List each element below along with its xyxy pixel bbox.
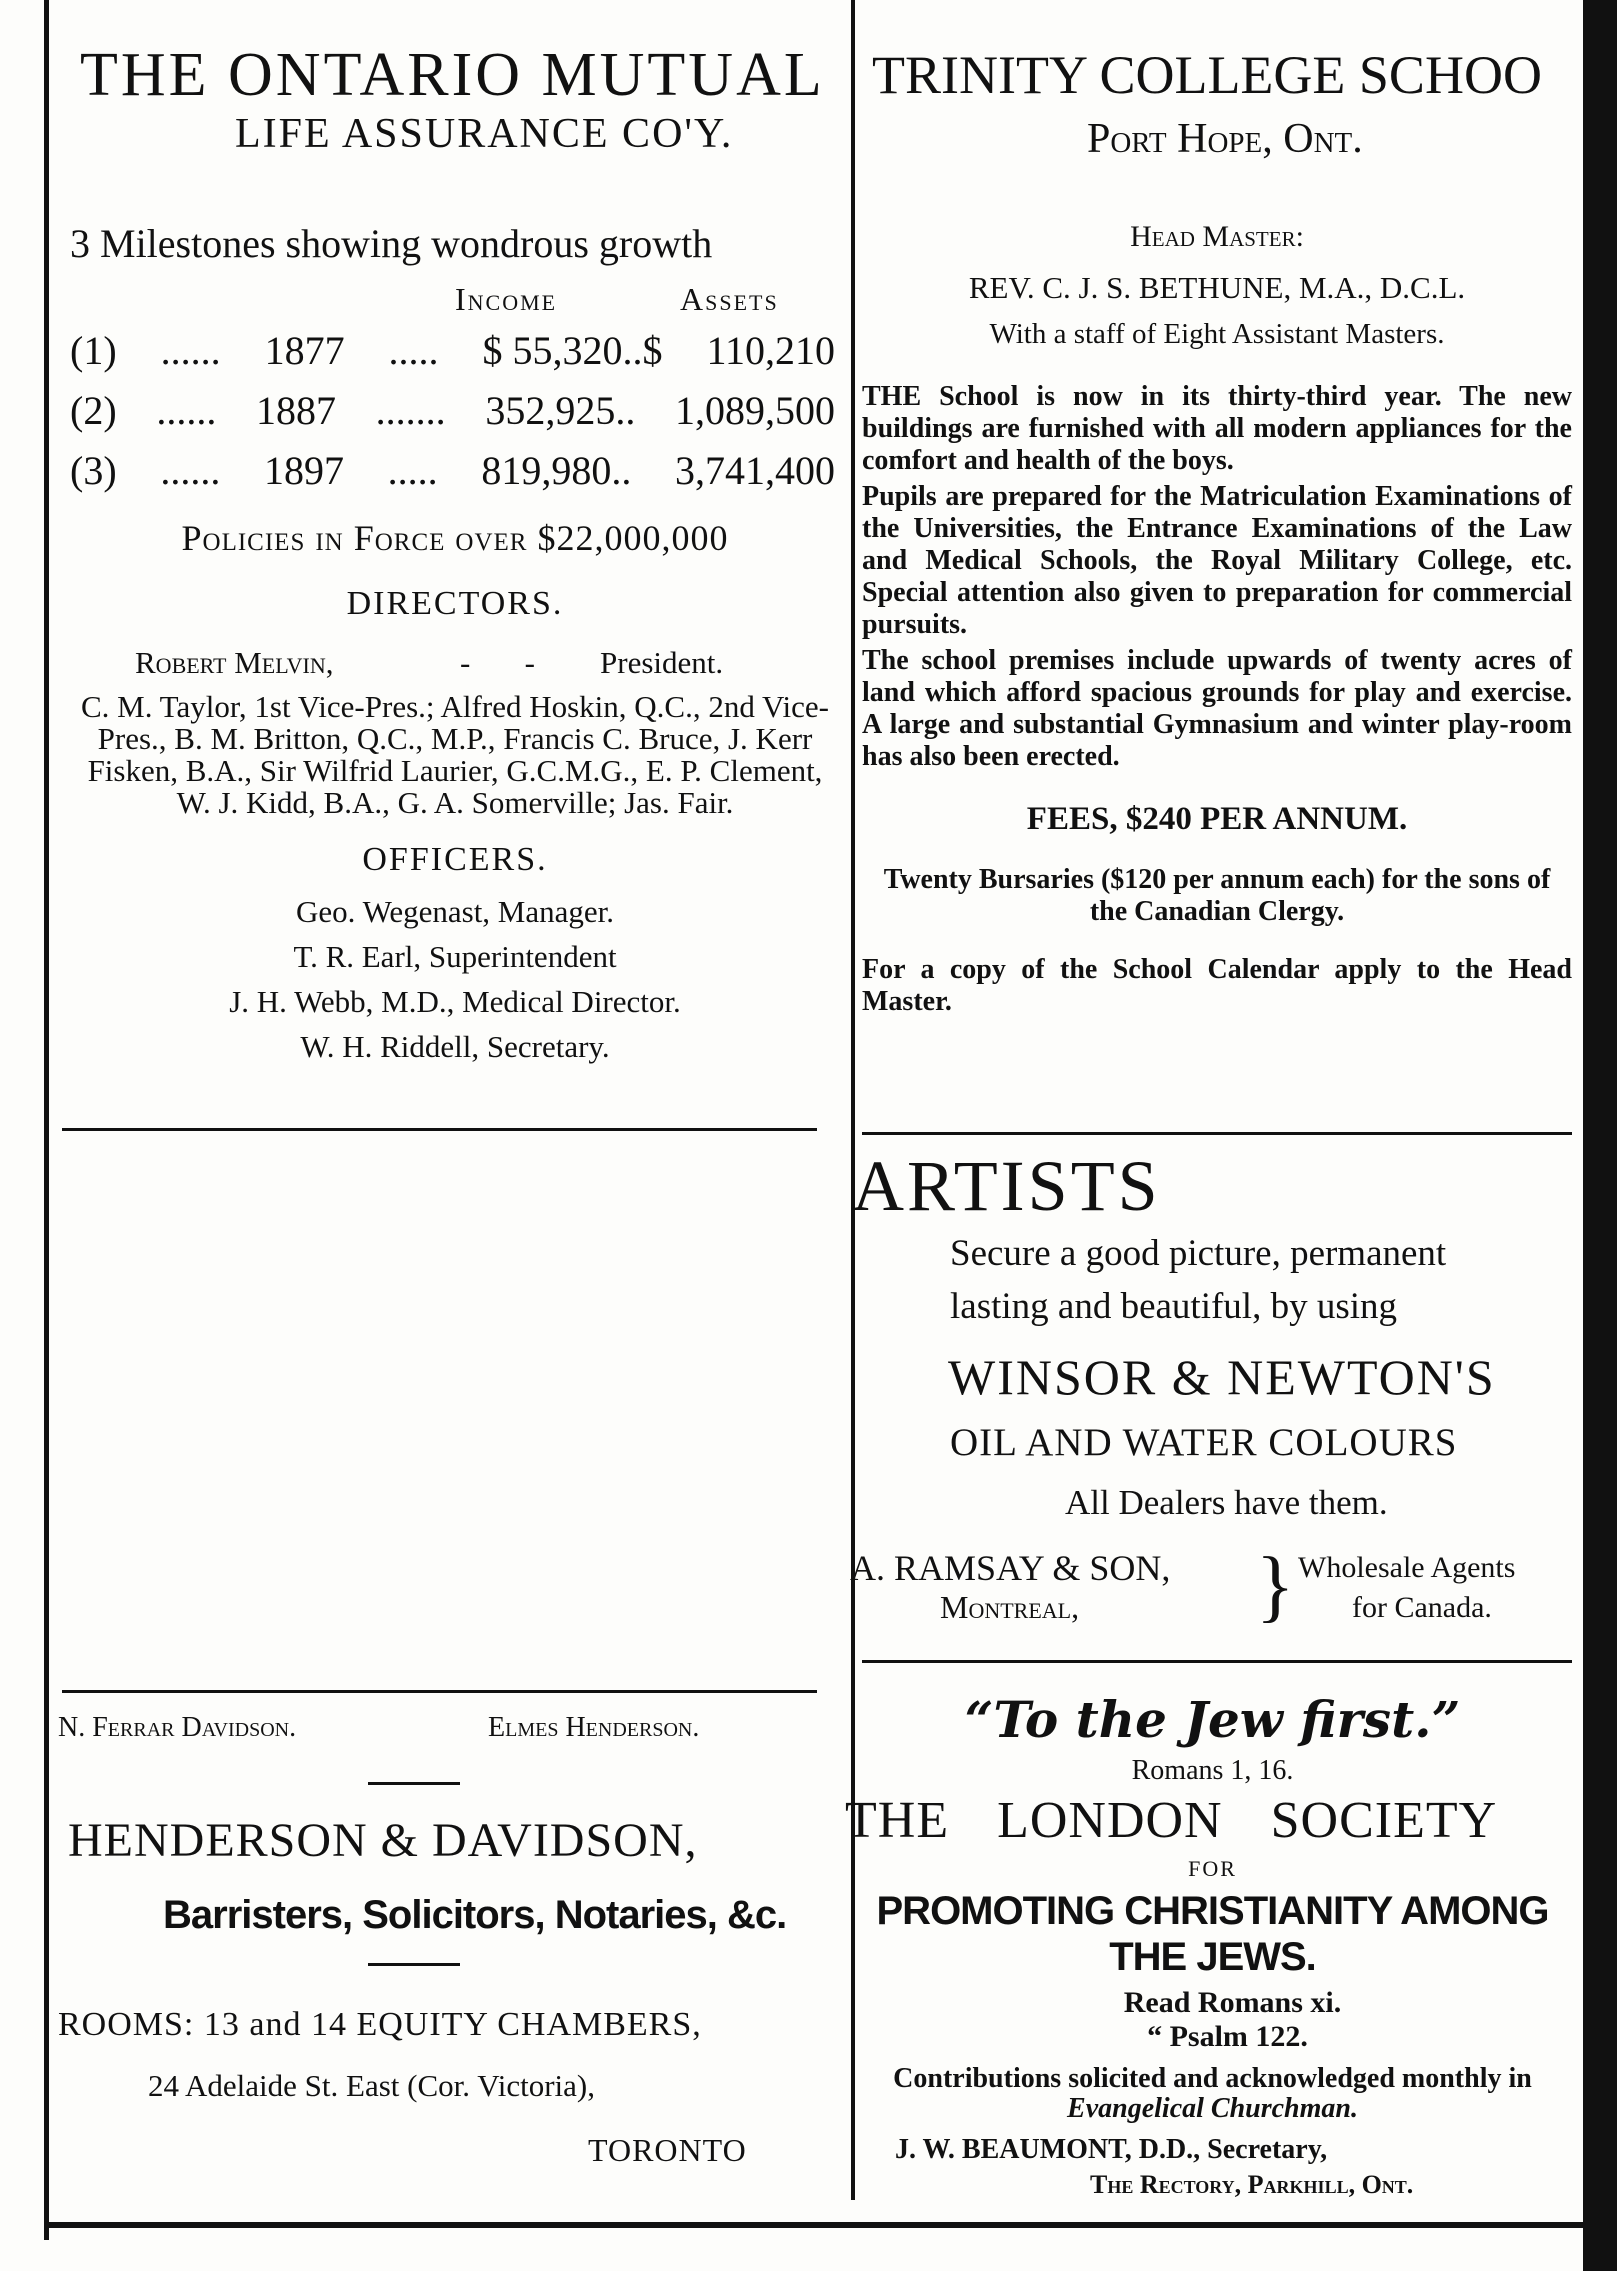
firm-desc: Barristers, Solicitors, Notaries, &c. [163,1893,787,1937]
income-header: Income [455,281,558,317]
bottom-border [44,2222,1589,2228]
milestone-dots: ..... [387,448,438,493]
milestone-num: (1) [70,328,117,373]
milestones-table [70,321,835,501]
ontario-mutual-ad [70,30,840,1069]
partner-right: Elmes Henderson. [488,1712,700,1743]
london-society: THE LONDON SOCIETY [845,1792,1498,1849]
agent-role-1: Wholesale Agents [1298,1551,1516,1584]
agent-city: Montreal, [940,1589,1080,1625]
officer-manager: Geo. Wegenast, Manager. [295,894,615,929]
milestone-dots: ...... [156,388,217,433]
milestone-row-3 [70,441,835,501]
ontario-title-line1: THE ONTARIO MUTUAL [80,41,825,109]
trinity-title-line1: TRINITY COLLEGE SCHOO [872,45,1542,105]
ontario-title-line2: LIFE ASSURANCE CO'Y. [235,111,734,157]
london-read-2: “ Psalm 122. [1147,2020,1308,2053]
left-rule-1 [62,1128,817,1131]
officers-list [70,889,840,1069]
london-read-1: Read Romans xi. [1123,1986,1342,2019]
city-line: TORONTO [588,2132,747,2168]
partners-line [58,1700,828,1760]
trinity-para-3: The school premises include upwards of twenty acres of land which afford spacious grounds for play and exercise. A large and substantial Gymnasium and winter play-room has also been erected. [862,645,1572,772]
artists-product: OIL AND WATER COLOURS [950,1421,1458,1464]
trinity-para-1: THE School is now in its thirty-third year. The new buildings are furnished with all modern appliances for the comfort and health of the boys. [862,381,1572,476]
president-line [70,639,840,687]
head-master-label: Head Master: [1130,220,1304,253]
artists-brand: WINSOR & NEWTON'S [948,1349,1496,1405]
milestone-year: 1877 [264,328,345,373]
contributions-periodical: Evangelical Churchman. [1067,2093,1358,2124]
artists-line-1: Secure a good picture, permanent [950,1233,1447,1274]
officer-secretary: W. H. Riddell, Secretary. [300,1029,610,1064]
milestone-year: 1887 [255,388,336,433]
staff-line: With a staff of Eight Assistant Masters. [989,318,1445,350]
left-border [44,0,49,2240]
right-rule-1 [862,1132,1572,1135]
page-edge-shadow [1583,0,1617,2271]
milestones-header [70,277,840,321]
milestone-dots: ....... [375,388,446,433]
trinity-para-2: Pupils are prepared for the Matriculation Examinations of the Universities, the Entrance Examinations of the Law and Medical Schools, the Royal Military College, etc. Special attention also given to preparation for commercial pursuits. [862,481,1572,640]
ontario-title [70,30,840,160]
left-rule-2 [62,1690,817,1693]
milestone-num: (3) [70,448,117,493]
partner-left: N. Ferrar Davidson. [58,1712,297,1743]
artists-ad [850,1145,1570,1635]
agent-name: A. RAMSAY & SON, [850,1548,1171,1588]
trinity-title [862,30,1572,160]
artists-line-2: lasting and beautiful, by using [950,1286,1398,1327]
london-motto: “To the Jew first.” [964,1690,1461,1749]
milestone-income: 352,925.. [485,388,636,433]
artists-dealers: All Dealers have them. [1065,1483,1388,1522]
milestone-dots: ...... [160,328,221,373]
trinity-title-line2: Port Hope, Ont. [1087,116,1363,162]
officer-superintendent: T. R. Earl, Superintendent [293,939,617,974]
contributions-text: Contributions solicited and acknowledged monthly in [893,2063,1532,2094]
london-for: FOR [1188,1856,1237,1881]
agents-block [850,1542,1570,1635]
officer-medical-director: J. H. Webb, M.D., Medical Director. [229,984,681,1019]
milestone-year: 1897 [263,448,344,493]
milestone-assets: 3,741,400 [675,448,835,493]
trinity-college-ad [862,30,1572,1018]
london-reference: Romans 1, 16. [1131,1755,1294,1786]
milestone-dots: ...... [160,448,221,493]
fees-line: FEES, $240 PER ANNUM. [1026,801,1408,837]
london-contributions [845,2064,1580,2124]
directors-list: C. M. Taylor, 1st Vice-Pres.; Alfred Hoskin, Q.C., 2nd Vice-Pres., B. M. Britton, Q.C., M.P., Francis C. Bruce, J. Kerr Fisken, B.A., Sir Wilfrid Laurier, G.C.M.G., E. P. Clement, W. J. Kidd, B.A., G. A. Somerville; Jas. Fair. [81,689,829,820]
milestone-num: (2) [70,388,117,433]
firm-block [58,1803,828,1943]
head-master-name: REV. C. J. S. BETHUNE, M.A., D.C.L. [968,270,1466,305]
milestones-heading: 3 Milestones showing wondrous growth [70,221,713,266]
firm-divider [368,1963,460,1966]
london-rectory: The Rectory, Parkhill, Ont. [1090,2170,1414,2199]
address-line: 24 Adelaide St. East (Cor. Victoria), [148,2068,595,2103]
assets-header: Assets [680,281,779,317]
henderson-davidson-ad [58,1700,828,2169]
agent-brace: } [1256,1542,1295,1630]
milestone-row-1 [70,321,835,381]
bursaries-line: Twenty Bursaries ($120 per annum each) for the sons of the Canadian Clergy. [883,864,1551,927]
directors-heading: DIRECTORS. [346,585,564,622]
london-purpose: PROMOTING CHRISTIANITY AMONG THE JEWS. [876,1889,1549,1979]
right-rule-2 [862,1660,1572,1663]
milestone-income: $ 55,320..$ [482,328,663,373]
artists-heading: ARTISTS [852,1146,1161,1226]
rooms-line: ROOMS: 13 and 14 EQUITY CHAMBERS, [58,2006,702,2043]
milestone-dots: ..... [388,328,439,373]
president-title: President. [600,645,724,680]
milestone-income: 819,980.. [481,448,632,493]
milestone-assets: 110,210 [706,328,835,373]
president-name: Robert Melvin, [135,645,334,680]
calendar-line: For a copy of the School Calendar apply to the Head Master. [862,954,1572,1017]
agent-role-2: for Canada. [1352,1591,1492,1624]
milestone-assets: 1,089,500 [675,388,835,433]
policies-in-force: Policies in Force over $22,000,000 [181,518,729,558]
london-society-ad [845,1680,1580,2200]
officers-heading: OFFICERS. [362,841,548,878]
partners-divider [368,1782,460,1785]
president-dash: - - [460,645,535,680]
london-secretary: J. W. BEAUMONT, D.D., Secretary, [895,2134,1328,2165]
milestone-row-2 [70,381,835,441]
firm-name: HENDERSON & DAVIDSON, [68,1814,698,1867]
